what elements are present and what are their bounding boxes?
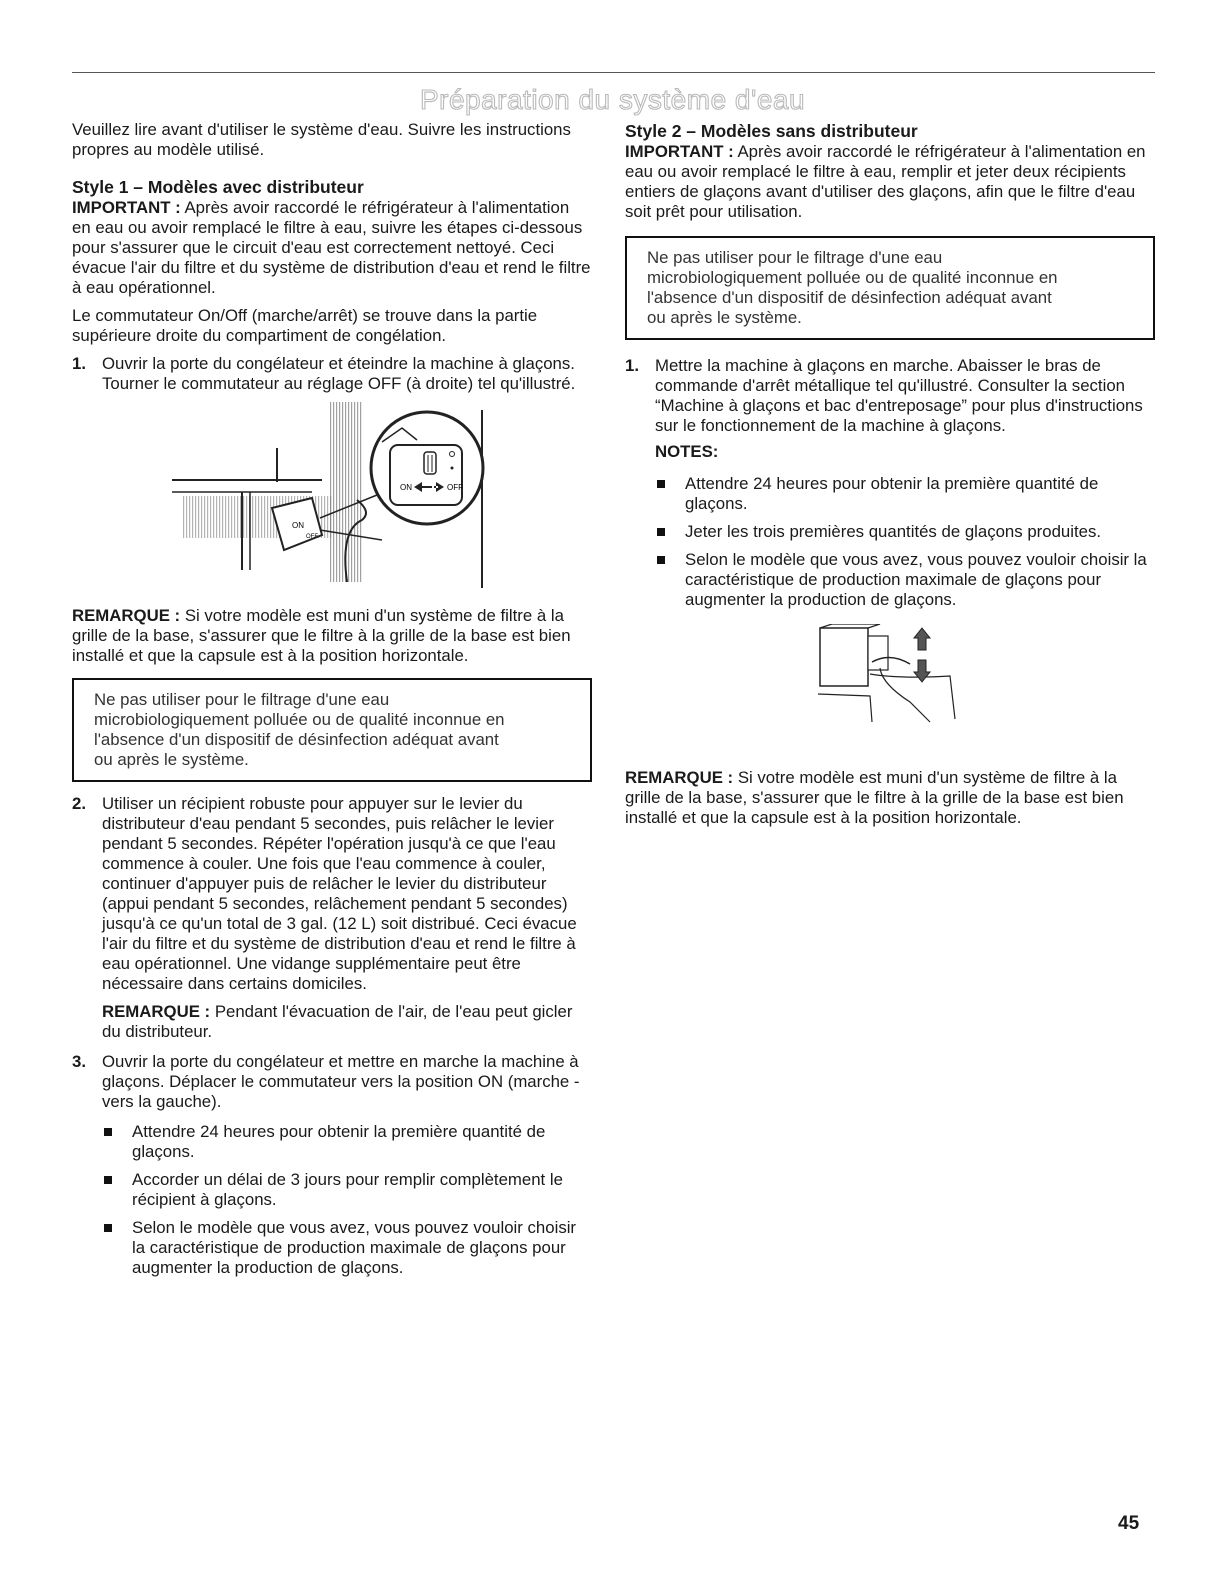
- warning-line: l'absence d'un dispositif de désinfection adéquat avant: [94, 730, 499, 749]
- style2-important: [625, 142, 1155, 222]
- bullet-text: Attendre 24 heures pour obtenir la première quantité de glaçons.: [685, 474, 1099, 513]
- warning-line: Ne pas utiliser pour le filtrage d'une eau: [94, 690, 390, 709]
- ice-maker-arm-illustration: [810, 624, 960, 724]
- style2-remarque: [625, 768, 1155, 828]
- step2-remarque: [102, 1002, 592, 1042]
- warning-line: microbiologiquement polluée ou de qualité inconnue en: [647, 268, 1058, 287]
- style2-heading: Style 2 – Modèles sans distributeur: [625, 121, 918, 141]
- figure-on-label-small: ON: [292, 521, 304, 530]
- right-column: [625, 120, 1155, 836]
- remarque-text: Si votre modèle est muni d'un système de filtre à la grille de la base, s'assurer que le filtre à la grille de la base est bien installé et que la capsule est à la position horizontale.: [625, 768, 1124, 827]
- left-column: [72, 120, 592, 1286]
- step-number: 1.: [72, 354, 86, 373]
- step-number: 2.: [72, 794, 86, 813]
- bullet-text: Attendre 24 heures pour obtenir la première quantité de glaçons.: [132, 1122, 546, 1161]
- bullet-square-icon: [104, 1224, 112, 1232]
- step3-bullets: [102, 1122, 592, 1278]
- bullet-square-icon: [657, 480, 665, 488]
- important-label: IMPORTANT :: [72, 198, 181, 217]
- warning-box: [72, 678, 592, 782]
- bullet-item: [102, 1170, 592, 1210]
- step-3: [72, 1052, 592, 1278]
- step-text: Ouvrir la porte du congélateur et mettre en marche la machine à glaçons. Déplacer le commutateur vers la position ON (marche - vers la gauche).: [102, 1052, 580, 1111]
- style1-heading: Style 1 – Modèles avec distributeur: [72, 177, 364, 197]
- bullet-square-icon: [104, 1128, 112, 1136]
- style1-remarque: [72, 606, 592, 666]
- bullet-square-icon: [657, 556, 665, 564]
- bullet-text: Accorder un délai de 3 jours pour remplir complètement le récipient à glaçons.: [132, 1170, 563, 1209]
- step-number: 1.: [625, 356, 639, 375]
- step-text: Ouvrir la porte du congélateur et éteindre la machine à glaçons. Tourner le commutateur au réglage OFF (à droite) tel qu'illustré.: [102, 354, 576, 393]
- bullet-text: Selon le modèle que vous avez, vous pouvez vouloir choisir la caractéristique de production maximale de glaçons pour augmenter la production de glaçons.: [132, 1218, 577, 1277]
- warning-line: l'absence d'un dispositif de désinfection adéquat avant: [647, 288, 1052, 307]
- step-number: 3.: [72, 1052, 86, 1071]
- remarque-label: REMARQUE :: [625, 768, 734, 787]
- figure-off-label: OFF: [447, 483, 463, 492]
- figure-off-label-small: OFF: [306, 534, 318, 540]
- warning-line: ou après le système.: [94, 750, 249, 769]
- ice-maker-switch-illustration: [72, 400, 592, 598]
- warning-line: microbiologiquement polluée ou de qualité inconnue en: [94, 710, 505, 729]
- warning-box: [625, 236, 1155, 340]
- important-text: Après avoir raccordé le réfrigérateur à l'alimentation en eau ou avoir remplacé le filtre à eau, remplir et jeter deux récipients entiers de glaçons avant d'utiliser des glaçons, afin que le filtre d'eau soit prêt pour utilisation.: [625, 142, 1146, 221]
- remarque-label: REMARQUE :: [102, 1002, 211, 1021]
- style1-steps-continued: [72, 794, 592, 1278]
- remarque-text: Pendant l'évacuation de l'air, de l'eau peut gicler du distributeur.: [102, 1002, 573, 1041]
- step-1: [625, 356, 1155, 610]
- important-label: IMPORTANT :: [625, 142, 734, 161]
- top-rule: [72, 72, 1155, 73]
- step-text: Utiliser un récipient robuste pour appuyer sur le levier du distributeur d'eau pendant 5 secondes, puis relâcher le levier pendant 5 secondes. Répéter l'opération jusqu'à ce que l'eau commence à couler. Une fois que l'eau commence à couler, continuer d'appuyer puis de relâcher le levier du distributeur (appui pendant 5 secondes, relâchement pendant 5 secondes) jusqu'à ce qu'un total de 3 gal. (12 L) soit distribué. Ceci évacue l'air du filtre et du système de distribution d'eau et rend le filtre à eau opérationnel. Une vidange supplémentaire peut être nécessaire dans certains domiciles.: [102, 794, 577, 993]
- switch-location-text: Le commutateur On/Off (marche/arrêt) se trouve dans la partie supérieure droite du compartiment de congélation.: [72, 306, 538, 345]
- bullet-item: [655, 474, 1155, 514]
- bullet-square-icon: [657, 528, 665, 536]
- figure-on-label: ON: [400, 483, 412, 492]
- important-text: Après avoir raccordé le réfrigérateur à l'alimentation en eau ou avoir remplacé le filtre à eau, suivre les étapes ci-dessous pour s'assurer que le circuit d'eau est correctement nettoyé. Ceci évacue l'air du filtre et du système de distribution d'eau et rend le filtre à eau opérationnel.: [72, 198, 591, 297]
- style1-important: [72, 198, 592, 298]
- page-number: 45: [1118, 1513, 1140, 1534]
- style1-steps: [72, 354, 592, 394]
- bullet-square-icon: [104, 1176, 112, 1184]
- page-title: Préparation du système d'eau: [419, 84, 806, 115]
- bullet-item: [102, 1218, 592, 1278]
- notes-label: NOTES:: [655, 442, 719, 461]
- warning-line: Ne pas utiliser pour le filtrage d'une eau: [647, 248, 943, 267]
- bullet-item: [655, 522, 1155, 542]
- step-2: [72, 794, 592, 1042]
- warning-line: ou après le système.: [647, 308, 802, 327]
- step-text: Mettre la machine à glaçons en marche. Abaisser le bras de commande d'arrêt métallique tel qu'illustré. Consulter la section “Machine à glaçons et bac d'entreposage” pour plus d'instructions sur le fonctionnement de la machine à glaçons.: [655, 356, 1143, 435]
- remarque-label: REMARQUE :: [72, 606, 181, 625]
- style2-steps: [625, 356, 1155, 610]
- step-1: [72, 354, 592, 394]
- bullet-item: [102, 1122, 592, 1162]
- bullet-item: [655, 550, 1155, 610]
- bullet-text: Selon le modèle que vous avez, vous pouvez vouloir choisir la caractéristique de production maximale de glaçons pour augmenter la production de glaçons.: [685, 550, 1147, 609]
- bullet-text: Jeter les trois premières quantités de glaçons produites.: [685, 522, 1102, 541]
- remarque-text: Si votre modèle est muni d'un système de filtre à la grille de la base, s'assurer que le filtre à la grille de la base est bien installé et que la capsule est à la position horizontale.: [72, 606, 571, 665]
- intro-text: Veuillez lire avant d'utiliser le système d'eau. Suivre les instructions propres au modèle utilisé.: [72, 120, 571, 159]
- notes-bullets: [655, 474, 1155, 610]
